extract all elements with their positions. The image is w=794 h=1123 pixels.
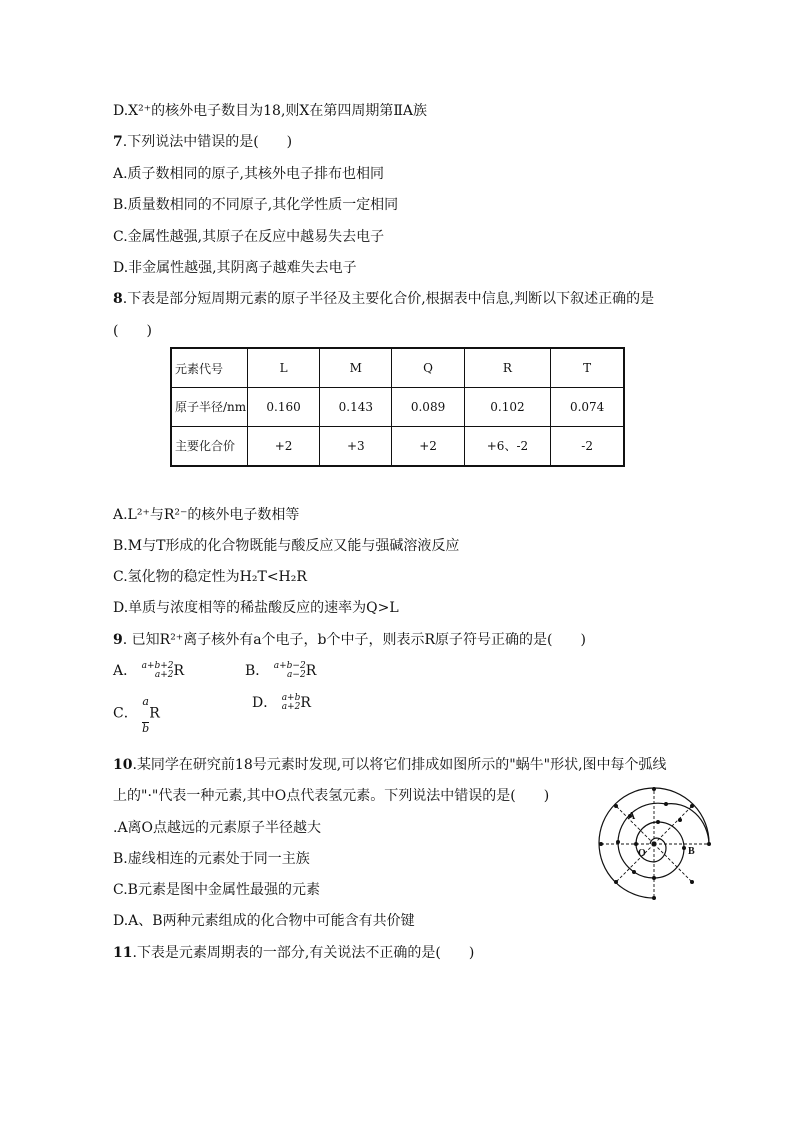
table-cell: 原子半径/nm	[171, 388, 248, 427]
table-cell: M	[320, 348, 392, 388]
q9-option-d	[252, 692, 311, 712]
table-cell: +2	[248, 426, 320, 466]
option-label: B．	[245, 663, 270, 679]
element-dot	[682, 846, 686, 850]
question-text: 下列说法中错误的是( )	[127, 134, 293, 150]
isotope-numbers: a+b−2 a−2	[273, 661, 306, 680]
element-dot	[656, 820, 660, 824]
element-dot	[664, 802, 668, 806]
element-table	[170, 347, 625, 467]
q10-option-b: B.虚线相连的元素处于同一主族	[113, 851, 310, 867]
table-cell: -2	[551, 426, 624, 466]
element-dot	[616, 840, 620, 844]
table-row	[171, 348, 624, 388]
table-cell: 元素代号	[171, 348, 248, 388]
q7-option-d: D.非金属性越强,其阴离子越难失去电子	[113, 260, 357, 276]
element-dot	[652, 787, 656, 791]
q8-option-a: A.L²⁺与R²⁻的核外电子数相等	[113, 507, 300, 523]
label-b: B	[688, 846, 695, 857]
label-a: A	[628, 811, 636, 822]
question-text: 下表是元素周期表的一部分,有关说法不正确的是( )	[136, 945, 475, 961]
element-dot	[599, 842, 603, 846]
element-symbol: R	[305, 663, 317, 679]
label-o: O	[638, 848, 646, 859]
element-dot	[634, 842, 638, 846]
table-cell: 主要化合价	[171, 426, 248, 466]
option-d-previous: D.X²⁺的核外电子数目为18,则X在第四周期第ⅡA族	[113, 103, 428, 119]
table-cell: 0.102	[464, 388, 551, 427]
element-dot	[707, 842, 711, 846]
table-cell: 0.160	[248, 388, 320, 427]
question-number: 11	[113, 945, 133, 961]
q7-option-c: C.金属性越强,其原子在反应中越易失去电子	[113, 229, 385, 245]
question-text: 下表是部分短周期元素的原子半径及主要化合价,根据表中信息,判断以下叙述正确的是	[127, 291, 655, 307]
question-8: 8.下表是部分短周期元素的原子半径及主要化合价,根据表中信息,判断以下叙述正确的是	[113, 291, 655, 307]
question-7: 7.下列说法中错误的是( )	[113, 134, 293, 150]
isotope-numbers: a+b+2 a+2	[141, 661, 174, 680]
element-dot	[652, 896, 656, 900]
option-label: A．	[113, 663, 138, 679]
q8-option-b: B.M与T形成的化合物既能与酸反应又能与强碱溶液反应	[113, 538, 460, 554]
table-cell: +2	[392, 426, 464, 466]
element-dot	[632, 870, 636, 874]
dashed-radius	[654, 844, 692, 882]
q10-option-a: .A离O点越远的元素原子半径越大	[113, 820, 322, 836]
table-cell: +3	[320, 426, 392, 466]
table-cell: L	[248, 348, 320, 388]
element-dot	[690, 804, 694, 808]
element-symbol: R	[300, 695, 311, 711]
question-9: 9. 已知R²⁺离子核外有a个电子，b个中子，则表示R原子符号正确的是( )	[113, 632, 586, 648]
question-11: 11.下表是元素周期表的一部分,有关说法不正确的是( )	[113, 945, 475, 961]
isotope-numbers: a+b a+2	[281, 693, 301, 712]
element-dot	[690, 880, 694, 884]
q10-option-c: C.B元素是图中金属性最强的元素	[113, 882, 320, 898]
dashed-radius	[616, 844, 654, 882]
q8-option-d: D.单质与浓度相等的稀盐酸反应的速率为Q>L	[113, 600, 399, 616]
isotope-fraction: $\frac{a}{b}$	[142, 695, 150, 735]
q10-option-d: D.A、B两种元素组成的化合物中可能含有共价键	[113, 913, 415, 929]
element-dot	[652, 876, 656, 880]
q9-option-c	[113, 692, 160, 735]
q7-option-b: B.质量数相同的不同原子,其化学性质一定相同	[113, 197, 399, 213]
question-text: 某同学在研究前18号元素时发现,可以将它们排成如图所示的"蜗牛"形状,图中每个弧线	[136, 757, 667, 773]
q8-answer-paren: ( )	[113, 323, 152, 339]
option-label: C．	[113, 705, 138, 722]
question-text: 已知R²⁺离子核外有a个电子，b个中子，则表示R原子符号正确的是( )	[131, 632, 586, 648]
question-number: 9	[113, 632, 123, 648]
element-dot	[614, 804, 618, 808]
question-10-cont: 上的"·"代表一种元素,其中O点代表氢元素。下列说法中错误的是( )	[113, 788, 550, 804]
element-dot	[678, 818, 682, 822]
element-symbol: R	[173, 663, 185, 679]
table-cell: T	[551, 348, 624, 388]
table-cell: Q	[392, 348, 464, 388]
element-dot	[652, 842, 656, 846]
q7-option-a: A.质子数相同的原子,其核外电子排布也相同	[113, 166, 385, 182]
snail-spiral-figure	[596, 786, 716, 901]
question-number: 8	[113, 291, 123, 307]
element-symbol: R	[149, 705, 160, 722]
q9-option-a	[113, 660, 184, 680]
question-10: 10.某同学在研究前18号元素时发现,可以将它们排成如图所示的"蜗牛"形状,图中每个弧线	[113, 757, 667, 773]
q8-option-c: C.氢化物的稳定性为H₂T<H₂R	[113, 569, 307, 585]
table-cell: 0.089	[392, 388, 464, 427]
q9-option-b	[245, 660, 316, 680]
table-cell: 0.143	[320, 388, 392, 427]
question-number: 10	[113, 757, 133, 773]
element-dot	[614, 880, 618, 884]
table-row	[171, 426, 624, 466]
question-number: 7	[113, 134, 123, 150]
table-cell: R	[464, 348, 551, 388]
table-cell: 0.074	[551, 388, 624, 427]
option-label: D．	[252, 695, 278, 711]
table-cell: +6、-2	[464, 426, 551, 466]
table-row	[171, 388, 624, 427]
